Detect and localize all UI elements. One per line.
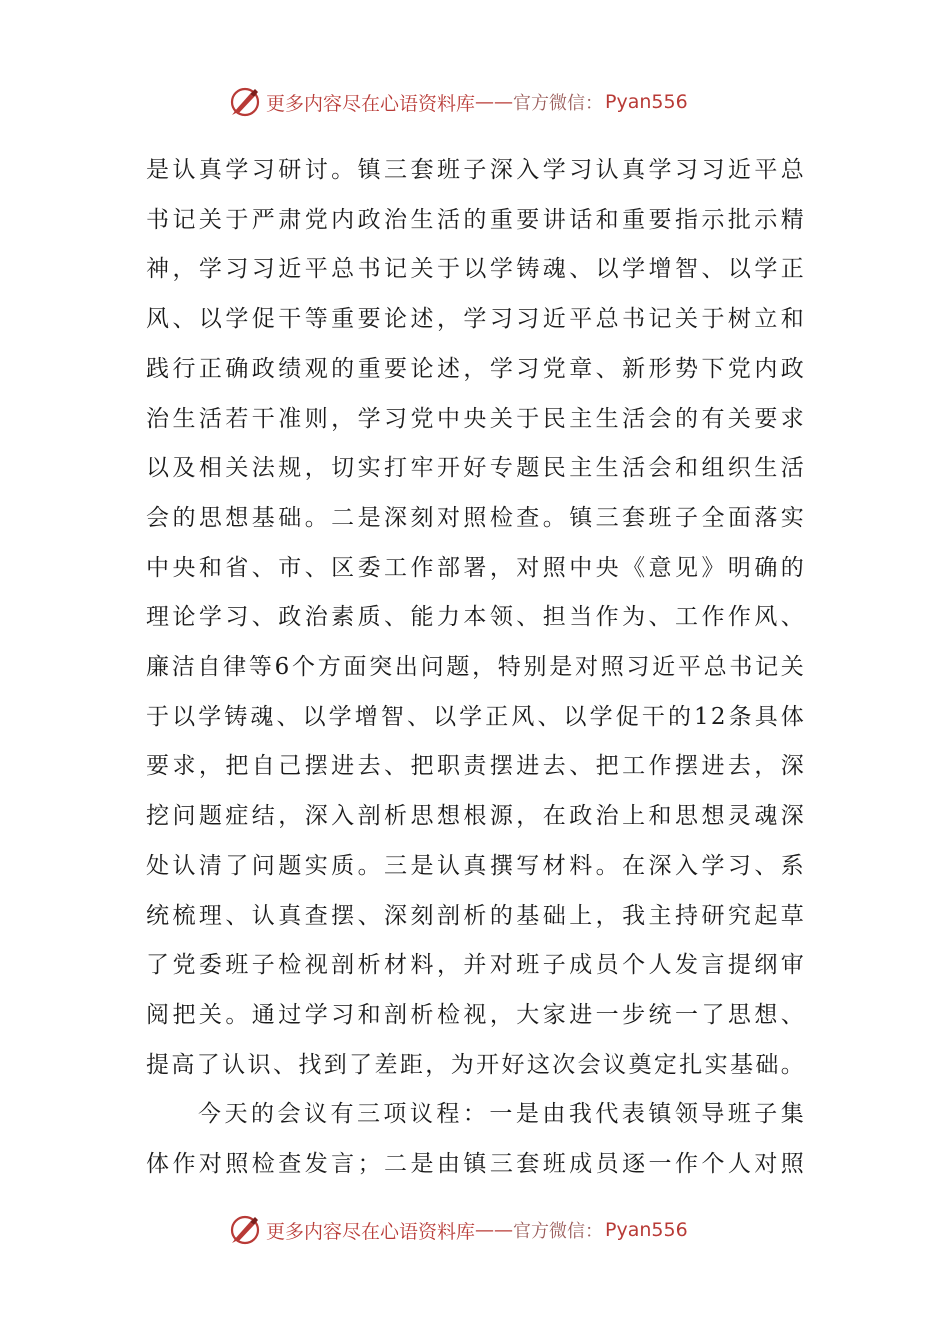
banner-wechat-id: Pyan556 [605,91,688,113]
body-line: 以及相关法规，切实打牢开好专题民主生活会和组织生活 [146,455,806,482]
body-line: 书记关于严肃党内政治生活的重要讲话和重要指示批示精 [146,206,806,233]
body-line: 阅把关。通过学习和剖析检视，大家进一步统一了思想、 [146,1001,806,1028]
body-line: 治生活若干准则，学习党中央关于民主生活会的有关要求 [146,405,806,432]
body-line: 中央和省、市、区委工作部署，对照中央《意见》明确的 [146,554,806,581]
banner-wechat-id: Pyan556 [605,1219,688,1241]
header-banner [228,82,748,122]
body-line: 了党委班子检视剖析材料，并对班子成员个人发言提纲审 [146,952,806,979]
body-line: 是认真学习研讨。镇三套班子深入学习认真学习习近平总 [146,157,806,183]
body-line: 神，学习习近平总书记关于以学铸魂、以学增智、以学正 [146,256,806,283]
body-line: 理论学习、政治素质、能力本领、担当作为、工作作风、 [146,604,806,631]
banner-label: 官方微信： [513,1221,604,1242]
body-line: 体作对照检查发言；二是由镇三套班成员逐一作个人对照 [146,1151,806,1178]
body-line: 风、以学促干等重要论述，学习习近平总书记关于树立和 [146,306,806,333]
banner-brand: 更多内容尽在心语资料库 [266,1220,476,1243]
body-line: 处认清了问题实质。三是认真撰写材料。在深入学习、系 [146,852,806,879]
body-line: 践行正确政绩观的重要论述，学习党章、新形势下党内政 [146,355,806,382]
banner-separator: —— [475,1219,514,1241]
body-line: 挖问题症结，深入剖析思想根源，在政治上和思想灵魂深 [146,803,806,830]
body-line: 提高了认识、找到了差距，为开好这次会议奠定扎实基础。 [146,1051,806,1078]
body-line: 会的思想基础。二是深刻对照检查。镇三套班子全面落实 [146,504,806,531]
body-line-indented: 今天的会议有三项议程：一是由我代表镇领导班子集 [198,1101,806,1128]
body-line: 统梳理、认真查摆、深刻剖析的基础上，我主持研究起草 [146,902,806,929]
body-line: 要求，把自己摆进去、把职责摆进去、把工作摆进去，深 [146,753,806,780]
pen-logo-icon [228,1213,262,1247]
footer-banner [228,1210,748,1250]
body-line: 于以学铸魂、以学增智、以学正风、以学促干的12条具体 [146,703,806,730]
banner-brand: 更多内容尽在心语资料库 [266,92,476,115]
banner-label: 官方微信： [513,93,604,114]
pen-logo-icon [228,85,262,119]
banner-separator: —— [475,91,514,113]
document-body [146,146,806,1190]
body-line: 廉洁自律等6个方面突出问题，特别是对照习近平总书记关 [146,654,806,681]
